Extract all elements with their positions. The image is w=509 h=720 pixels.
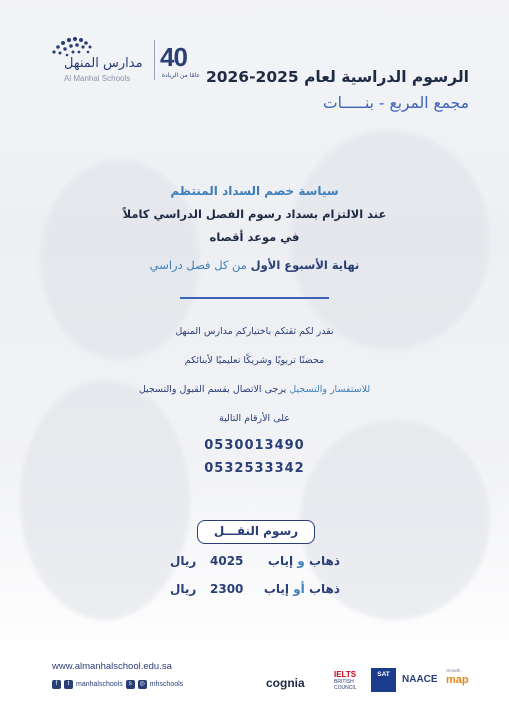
logo-divider (154, 40, 155, 80)
transport-fees-heading: رسوم النقـــل (197, 520, 315, 544)
page-subtitle: مجمع المربع - بنـــــات (322, 94, 469, 112)
policy-line: عند الالتزام بسداد رسوم الفصل الدراسي كاملاً (122, 207, 387, 221)
policy-heading: سياسة خصم السداد المنتظم (170, 184, 339, 198)
partner-text: محضنًا تربويًا وشريكًا تعليميًا لأبنائكم (184, 355, 325, 366)
logo-arabic-name: مدارس المنهل (64, 56, 143, 71)
snapchat-icon[interactable]: s (126, 680, 135, 689)
inquiry-rest: يرجى الاتصال بقسم القبول والتسجيل (138, 384, 290, 395)
sat-logo: SAT (371, 668, 396, 692)
social-links (52, 678, 183, 690)
policy-deadline (0, 258, 509, 272)
fee-amount: 2300 (210, 582, 244, 596)
inquiry-text (0, 384, 509, 395)
phone-number[interactable]: 0532533342 (204, 461, 305, 476)
website-link[interactable]: www.almanhalschool.edu.sa (52, 661, 172, 672)
naace-logo: NAACE (402, 674, 438, 685)
ielts-logo: IELTS BRITISH COUNCIL (334, 670, 357, 691)
policy-line: في موعد أقصاه (209, 230, 300, 244)
fee-currency: ريال (170, 554, 197, 568)
fee-label: ذهاب أو إياب (263, 582, 340, 596)
instagram-icon[interactable]: ◎ (139, 680, 145, 687)
fee-amount: 4025 (210, 554, 244, 568)
transport-fee-row (170, 554, 340, 574)
twitter-icon[interactable]: t (64, 680, 73, 689)
phone-number[interactable]: 0530013490 (204, 438, 305, 453)
fee-label: ذهاب و إياب (267, 554, 340, 568)
anniversary-number: 40 (160, 42, 187, 72)
school-logo (30, 30, 201, 86)
facebook-icon[interactable]: f (52, 680, 61, 689)
thanks-text: نقدر لكم ثقتكم باختياركم مدارس المنهل (175, 326, 334, 337)
map-growth-logo: Growth map (446, 668, 469, 686)
cognia-logo: cognia (266, 676, 305, 690)
fee-currency: ريال (170, 582, 197, 596)
logo-english-name: Al Manhal Schools (64, 74, 131, 83)
social-handle[interactable]: manhalschools (76, 680, 123, 688)
page-title: الرسوم الدراسية لعام 2025-2026 (205, 68, 469, 86)
transport-fee-row (170, 582, 340, 602)
policy-deadline-bold: نهاية الأسبوع الأول (250, 258, 360, 272)
social-handle[interactable]: mhschools (149, 680, 184, 688)
section-divider (180, 297, 329, 299)
inquiry-highlight: للاستفسار والتسجيل (289, 384, 371, 395)
numbers-label: على الأرقام التالية (219, 413, 290, 424)
anniversary-caption: عامًا من الريادة (161, 72, 201, 79)
policy-deadline-rest: من كل فصل دراسي (149, 258, 251, 272)
